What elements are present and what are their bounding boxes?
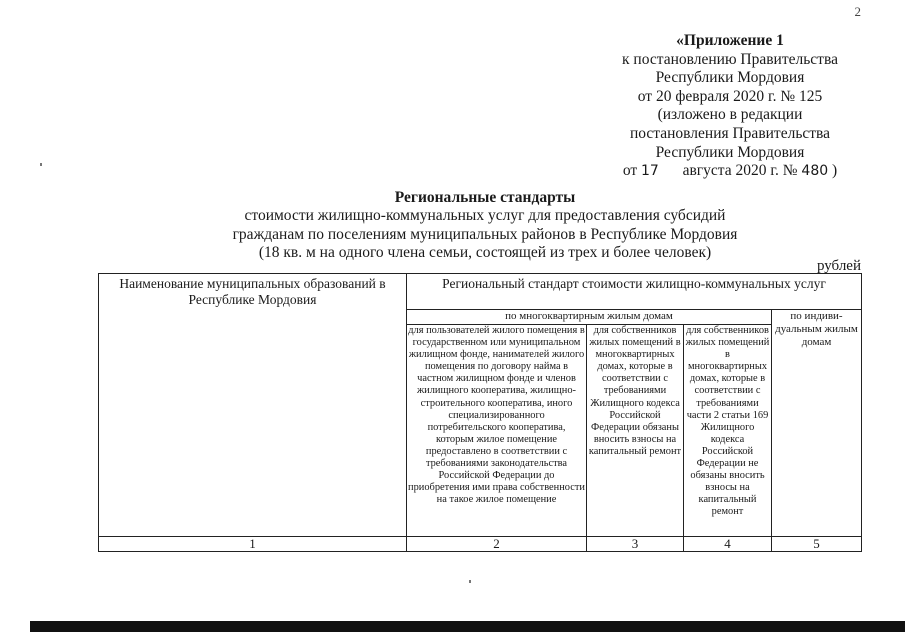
owners-without-repair-fee-header: для собственников жилых помещений в многоквартирных домах, которые в соответствии с требованиями части 2 статьи 169 Жилищного кодекса Российской Федерации не обязаны вносить взносы на капитальный ремонт (684, 325, 772, 537)
date-month-year: августа 2020 г. № (682, 162, 798, 180)
appendix-line: (изложено в редакции (657, 106, 803, 124)
date-day: 17 (641, 163, 659, 180)
appendix-line: постановления Правительства (629, 124, 831, 142)
appendix-line: Республики Мордовия (655, 143, 805, 161)
appendix-line: к постановлению Правительства (622, 50, 838, 68)
appendix-line: Республики Мордовия (655, 69, 805, 87)
scan-speck (469, 580, 471, 583)
document-title: Региональные стандарты (394, 189, 576, 206)
apartment-buildings-header: по многоквартирным жилым домам (407, 310, 772, 325)
document-subtitle-line: гражданам по поселениям муниципальных районов в Республике Мордовия (232, 225, 738, 243)
closing-paren: ) (832, 162, 838, 180)
document-subtitle-line: (18 кв. м на одного члена семьи, состоящей из трех и более человек) (258, 244, 712, 262)
document-subtitle-line: стоимости жилищно-коммунальных услуг для предоставления субсидий (244, 207, 726, 225)
column-number: 1 (99, 537, 407, 552)
scan-speck (40, 163, 42, 166)
document-heading (60, 189, 905, 263)
appendix-title: «Приложение 1 (676, 32, 784, 49)
municipality-column-header: Наименование муниципальных образований в Республике Мордовия (99, 274, 407, 537)
appendix-line: от 20 февраля 2020 г. № 125 (637, 87, 823, 105)
units-label: рублей (816, 258, 861, 274)
scan-edge-bar (30, 621, 905, 632)
individual-houses-header: по индиви-дуальным жилым домам (772, 310, 862, 537)
table-header-row (99, 274, 862, 310)
resolution-number: 480 (801, 163, 829, 180)
date-prefix: от (622, 162, 638, 180)
appendix-block (600, 32, 860, 181)
column-number: 3 (587, 537, 684, 552)
owners-with-repair-fee-header: для собственников жилых помещений в многоквартирных домах, которые в соответствии с требованиями Жилищного кодекса Российской Федерации обязаны вносить взносы на капитальный ремонт (587, 325, 684, 537)
standard-group-header: Региональный стандарт стоимости жилищно-коммунальных услуг (407, 274, 862, 310)
page-number: 2 (854, 4, 861, 19)
tenants-category-header: для пользователей жилого помещения в государственном или муниципальном жилищном фонде, нанимателей жилого помещения по договору найма в частном жилищном фонде и членов жилищного кооператива, жилищно-строительного кооператива, иного специализированного потребительского кооператива, которым жилое помещение предоставлено в соответствии с требованиями законодательства Российской Федерации до приобретения ими права собственности на такое жилое помещение (407, 325, 587, 537)
column-number: 5 (772, 537, 862, 552)
column-numbers-row (99, 537, 862, 552)
column-number: 2 (407, 537, 587, 552)
standards-table (98, 273, 862, 552)
column-number: 4 (684, 537, 772, 552)
appendix-date-line (600, 162, 860, 181)
